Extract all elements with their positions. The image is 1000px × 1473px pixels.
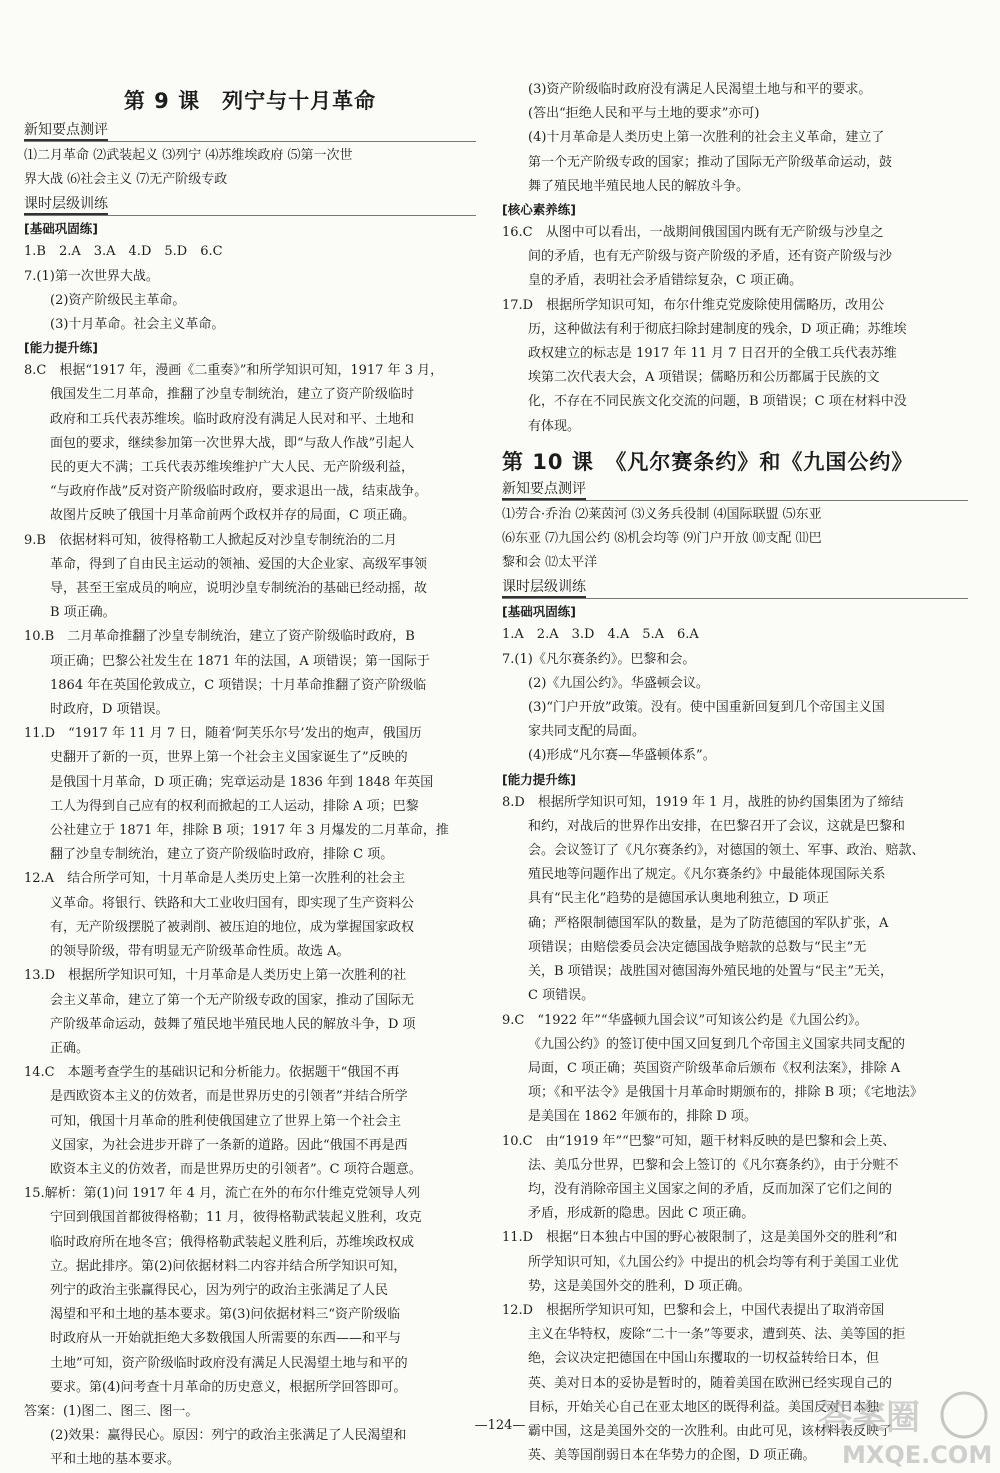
text-line: 英、美等国削弱日本在华势力的企图，D 项正确。 bbox=[528, 1448, 816, 1464]
text-line: 7.(1)《凡尔赛条约》。巴黎和会。 bbox=[502, 651, 696, 667]
section-heading bbox=[502, 479, 968, 499]
lesson-9-title: 第 9 课 列宁与十月革命 bbox=[123, 89, 377, 113]
text-line: 11.D 根据“日本独占中国的野心被限制了，这是美国外交的胜利”和 bbox=[502, 1230, 898, 1246]
text-line: 导，甚至王室成员的响应，说明沙皇专制统治的基础已经动摇，故 bbox=[50, 581, 428, 597]
text-line: 项；《和平法令》是俄国十月革命时期颁布的，排除 B 项；《宅地法》 bbox=[528, 1085, 923, 1101]
left-column bbox=[24, 86, 476, 1473]
right-column bbox=[502, 78, 968, 1468]
left-column-body bbox=[24, 120, 476, 1473]
text-line: 和约，对战后的世界作出安排，在巴黎召开了会议，这就是巴黎和 bbox=[528, 818, 906, 834]
text-line: 史翻开了新的一页，世界上第一个社会主义国家诞生了”反映的 bbox=[50, 750, 408, 766]
section-heading-text: 课时层级训练 bbox=[502, 579, 586, 598]
text-line: 1864 年在英国伦敦成立，C 项错误；十月革命推翻了资产阶级临 bbox=[50, 677, 427, 693]
text-line: 会主义革命，建立了第一个无产阶级专政的国家，推动了国际无 bbox=[50, 992, 415, 1008]
section-heading-text: 新知要点测评 bbox=[24, 122, 108, 141]
text-line: 均，没有消除帝国主义国家之间的矛盾，反而加深了它们之间的 bbox=[528, 1181, 893, 1197]
text-line: 故图片反映了俄国十月革命前两个政权并存的局面，C 项正确。 bbox=[50, 508, 416, 524]
text-line: 俄国发生二月革命，推翻了沙皇专制统治，建立了资产阶级临时 bbox=[50, 387, 415, 403]
text-line: 黎和会 ⑿太平洋 bbox=[502, 555, 598, 571]
text-line: 平和土地的基本要求。 bbox=[50, 1452, 181, 1468]
text-line: 历，这种做法有利于彻底扫除封建制度的残余，D 项正确；苏维埃 bbox=[528, 321, 907, 337]
text-line: 8.C 根据“1917 年，漫画《二重奏》”和所学知识可知，1917 年 3 月， bbox=[24, 363, 444, 379]
section-heading-text: 课时层级训练 bbox=[24, 196, 108, 215]
text-line: B 项正确。 bbox=[50, 605, 116, 621]
text-line: 具有“民主化”趋势的是德国承认奥地利独立，D 项正 bbox=[528, 891, 829, 907]
text-line: ⑴二月革命 ⑵武装起义 ⑶列宁 ⑷苏维埃政府 ⑸第一次世 bbox=[24, 148, 353, 163]
text-line: (4)形成“凡尔赛—华盛顿体系”。 bbox=[528, 748, 716, 764]
text-line: 翻了沙皇专制统治，建立了资产阶级临时政府，排除 C 项。 bbox=[50, 847, 394, 863]
text-line: 界大战 ⑹社会主义 ⑺无产阶级专政 bbox=[24, 172, 228, 188]
text-line: 霸中国，这是美国外交的一次胜利。由此可见，该材料表反映了 bbox=[528, 1423, 893, 1439]
text-line: (2)《九国公约》。华盛顿会议。 bbox=[528, 675, 709, 691]
text-line: 13.D 根据所学知识可知，十月革命是人类历史上第一次胜利的社 bbox=[24, 968, 407, 984]
text-line: 工人为得到自己应有的权利而掀起的工人运动，排除 A 项；巴黎 bbox=[50, 798, 419, 814]
text-line: 民的更大不满；工兵代表苏维埃维护广大人民、无产阶级利益， bbox=[50, 460, 415, 476]
text-line: 要求。第(4)问考查十月革命的历史意义，根据所学回答即可。 bbox=[50, 1379, 407, 1395]
text-line: 义国家，为社会进步开辟了一条新的道路。因此“俄国不再是西 bbox=[50, 1137, 408, 1153]
text-line: 答案：(1)图二、图三、图一。 bbox=[24, 1403, 199, 1419]
text-line: ⑴劳合·乔治 ⑵莱茵河 ⑶义务兵役制 ⑷国际联盟 ⑸东亚 bbox=[502, 506, 822, 522]
page-number: —124— bbox=[474, 1418, 526, 1433]
text-line: (3)“门户开放”政策。没有。使中国重新回复到几个帝国主义国 bbox=[528, 700, 885, 716]
text-line: 12.A 结合所学可知，十月革命是人类历史上第一次胜利的社会主 bbox=[24, 871, 406, 887]
text-line: 1.A 2.A 3.D 4.A 5.A 6.A bbox=[502, 627, 699, 643]
text-line: (4)十月革命是人类历史上第一次胜利的社会主义革命，建立了 bbox=[528, 130, 885, 146]
text-line: 10.C 由“1919 年”“巴黎”可知，题干材料反映的是巴黎和会上英、 bbox=[502, 1133, 896, 1149]
svg-text:答案圈: 答案圈 bbox=[818, 1398, 920, 1438]
text-line: 主义在华特权，废除“二十一条”等要求，遭到英、法、美等国的拒 bbox=[528, 1327, 906, 1343]
text-line: 公社建立于 1871 年，排除 B 项；1917 年 3 月爆发的二月革命，推 bbox=[50, 823, 449, 839]
text-line: 法、美瓜分世界，巴黎和会上签订的《凡尔赛条约》，由于分赃不 bbox=[528, 1157, 899, 1173]
section-rule bbox=[502, 598, 968, 599]
text-line: 12.D 根据所学知识可知，巴黎和会上，中国代表提出了取消帝国 bbox=[502, 1302, 885, 1318]
text-line: 目标，开始关心自己在亚太地区的既得利益。美国反对日本独 bbox=[528, 1399, 880, 1415]
text-line: 有，无产阶级摆脱了被剥削、被压迫的地位，成为掌握国家政权 bbox=[50, 919, 415, 935]
section-rule bbox=[502, 500, 968, 501]
text-line: 时政府从一开始就拒绝大多数俄国人所需要的东西——和平与 bbox=[50, 1331, 402, 1347]
text-line: 项正确；巴黎公社发生在 1871 年的法国，A 项错误；第一国际于 bbox=[50, 653, 430, 669]
text-line: 立。据此排序。第(2)问依据材料二内容并结合所学知识可知， bbox=[50, 1258, 407, 1274]
text-line: 家共同支配的局面。 bbox=[528, 724, 646, 740]
text-line: 化，不存在不同民族文化交流的问题，B 项错误；C 项在材料中没 bbox=[528, 394, 907, 410]
text-line: 第一个无产阶级专政的国家；推动了国际无产阶级革命运动，鼓 bbox=[528, 154, 893, 170]
text-line: 项错误；由赔偿委员会决定德国战争赔款的总数与“民主”无 bbox=[528, 939, 867, 955]
text-line: 宁回到俄国首都彼得格勒；11 月，彼得格勒武装起义胜利，攻克 bbox=[50, 1210, 422, 1226]
text-line: 会。会议签订了《凡尔赛条约》，对德国的领土、军事、政治、赔款、 bbox=[528, 843, 925, 859]
text-line: 7.(1)第一次世界大战。 bbox=[24, 268, 159, 284]
text-line: (3)十月革命。社会主义革命。 bbox=[50, 317, 225, 333]
text-line: 舞了殖民地半殖民地人民的解放斗争。 bbox=[528, 178, 750, 194]
text-line: 14.C 本题考查学生的基础识记和分析能力。依据题干“俄国不再 bbox=[24, 1065, 400, 1081]
text-line: 势，这是美国外交的胜利，D 项正确。 bbox=[528, 1278, 751, 1294]
text-line: 欧资本主义的仿效者，而是世界历史的引领者”。C 项符合题意。 bbox=[50, 1161, 422, 1177]
text-line: 确；严格限制德国军队的数量，是为了防范德国的军队扩张，A bbox=[528, 915, 889, 931]
section-heading bbox=[24, 194, 476, 214]
text-line: 义革命。将银行、铁路和大工业收归国有，即实现了生产资料公 bbox=[50, 895, 415, 911]
lesson-10-title: 第 10 课 《凡尔赛条约》和《九国公约》 bbox=[502, 449, 914, 474]
text-line: ⑹东亚 ⑺九国公约 ⑻机会均等 ⑼门户开放 ⑽支配 ⑾巴 bbox=[502, 531, 822, 547]
section-heading-text: 新知要点测评 bbox=[502, 481, 586, 500]
right-column-body bbox=[502, 479, 968, 1469]
text-line: 可知，俄国十月革命的胜利使俄国建立了世界上第一个社会主 bbox=[50, 1113, 402, 1129]
text-line: 局面，C 项正确；英国资产阶级革命后颁布《权利法案》，排除 A bbox=[528, 1060, 901, 1076]
svg-text:MXQE.COM: MXQE.COM bbox=[842, 1441, 993, 1469]
text-line: 产阶级革命运动，鼓舞了殖民地半殖民地人民的解放斗争，D 项 bbox=[50, 1016, 416, 1032]
watermark-logo bbox=[814, 1385, 994, 1469]
text-line: 革命，得到了自由民主运动的领袖、爱国的大企业家、高级军事领 bbox=[50, 556, 428, 572]
text-line: 有体现。 bbox=[528, 418, 581, 434]
text-line: 11.D “1917 年 11 月 7 日，随着‘阿芙乐尔号’发出的炮声，俄国历 bbox=[24, 726, 422, 742]
section-rule bbox=[24, 141, 476, 142]
text-line: 绝，会议决定把德国在中国山东攫取的一切权益转给日本，但 bbox=[528, 1351, 880, 1367]
text-line: 间的矛盾，也有无产阶级与资产阶级的矛盾，还有资产阶级与沙 bbox=[528, 249, 893, 265]
text-line: C 项错误。 bbox=[528, 988, 595, 1004]
text-line: 政权建立的标志是 1917 年 11 月 7 日召开的全俄工兵代表苏维 bbox=[528, 346, 897, 362]
text-line: 的领导阶级，带有明显无产阶级革命性质。故选 A。 bbox=[50, 944, 350, 960]
text-line: “与政府作战”反对资产阶级临时政府，要求退出一战，结束战争。 bbox=[50, 484, 428, 500]
text-line: 《九国公约》的签订使中国又回复到几个帝国主义国家共同支配的 bbox=[528, 1036, 906, 1052]
text-line: 10.B 二月革命推翻了沙皇专制统治，建立了资产阶级临时政府，B bbox=[24, 629, 415, 645]
text-line: 1.B 2.A 3.A 4.D 5.D 6.C bbox=[24, 244, 223, 260]
text-line: 临时政府所在地冬宫；俄得格勒武装起义胜利后，苏维埃政权成 bbox=[50, 1234, 415, 1250]
exercise-subheading: [能力提升练] bbox=[24, 340, 98, 356]
text-line: (答出“拒绝人民和平与土地的要求”亦可) bbox=[528, 106, 760, 122]
text-line: 9.C “1922 年”“华盛顿九国会议”可知该公约是《九国公约》。 bbox=[502, 1012, 868, 1028]
exercise-subheading: [基础巩固练] bbox=[24, 221, 98, 237]
exercise-subheading: [能力提升练] bbox=[502, 771, 576, 787]
text-line: (2)资产阶级民主革命。 bbox=[50, 292, 186, 308]
section-heading bbox=[24, 120, 476, 140]
text-line: (3)资产阶级临时政府没有满足人民渴望土地与和平的要求。 bbox=[528, 82, 872, 97]
section-heading bbox=[502, 577, 968, 597]
text-line: 9.B 依据材料可知，彼得格勒工人掀起反对沙皇专制统治的二月 bbox=[24, 532, 397, 548]
text-line: 是美国在 1862 年颁布的，排除 D 项。 bbox=[528, 1109, 758, 1125]
text-line: 时政府，D 项错误。 bbox=[50, 702, 169, 718]
text-line: 土地”可知，资产阶级临时政府没有满足人民渴望土地与和平的 bbox=[50, 1355, 408, 1371]
text-line: 渴望和平和土地的基本要求。第(3)问依据材料三“资产阶级临 bbox=[50, 1307, 401, 1323]
text-line: 是俄国十月革命，D 项正确；宪章运动是 1836 年到 1848 年英国 bbox=[50, 774, 434, 790]
text-line: 政府和工兵代表苏维埃。临时政府没有满足人民对和平、土地和 bbox=[50, 411, 415, 427]
text-line: 8.D 根据所学知识可知，1919 年 1 月，战胜的协约国集团为了缔结 bbox=[502, 794, 904, 810]
text-line: 英、美对日本的妥协是暂时的，随着美国在欧洲已经实现自己的 bbox=[528, 1375, 893, 1391]
section-rule bbox=[24, 215, 476, 216]
text-line: 15.解析：第(1)问 1917 年 4 月，流亡在外的布尔什维克党领导人列 bbox=[24, 1186, 420, 1202]
text-line: 皇的矛盾，表明社会矛盾错综复杂，C 项正确。 bbox=[528, 273, 803, 289]
exercise-subheading: [基础巩固练] bbox=[502, 604, 576, 620]
text-line: 关，B 项错误；战胜国对德国海外殖民地的处置与“民主”无关， bbox=[528, 964, 893, 980]
text-line: 矛盾，形成新的隐患。因此 C 项正确。 bbox=[528, 1206, 755, 1222]
text-line: 所学知识可知，《九国公约》中提出的机会均等有利于美国工业优 bbox=[528, 1254, 899, 1270]
text-line: 正确。 bbox=[50, 1040, 90, 1056]
text-line: 面包的要求，继续参加第一次世界大战，即“与敌人作战”引起人 bbox=[50, 435, 415, 451]
text-line: (2)效果：赢得民心。原因：列宁的政治主张满足了人民渴望和 bbox=[50, 1428, 407, 1444]
text-line: 是西欧资本主义的仿效者，而是世界历史的引领者”并结合所学 bbox=[50, 1089, 408, 1105]
right-column-continuation bbox=[502, 78, 968, 439]
text-line: 殖民地等问题作出了规定。《凡尔赛条约》中最能体现国际关系 bbox=[528, 867, 886, 883]
text-line: 列宁的政治主张赢得民心，因为列宁的政治主张满足了人民 bbox=[50, 1282, 389, 1298]
text-line: 16.C 从图中可以看出，一战期间俄国国内既有无产阶级与沙皇之 bbox=[502, 225, 884, 241]
exercise-subheading: [核心素养练] bbox=[502, 202, 576, 218]
text-line: 17.D 根据所学知识可知，布尔什维克党废除使用儒略历，改用公 bbox=[502, 297, 885, 313]
text-line: 埃第二次代表大会，A 项错误；儒略历和公历都属于民族的文 bbox=[528, 370, 880, 386]
